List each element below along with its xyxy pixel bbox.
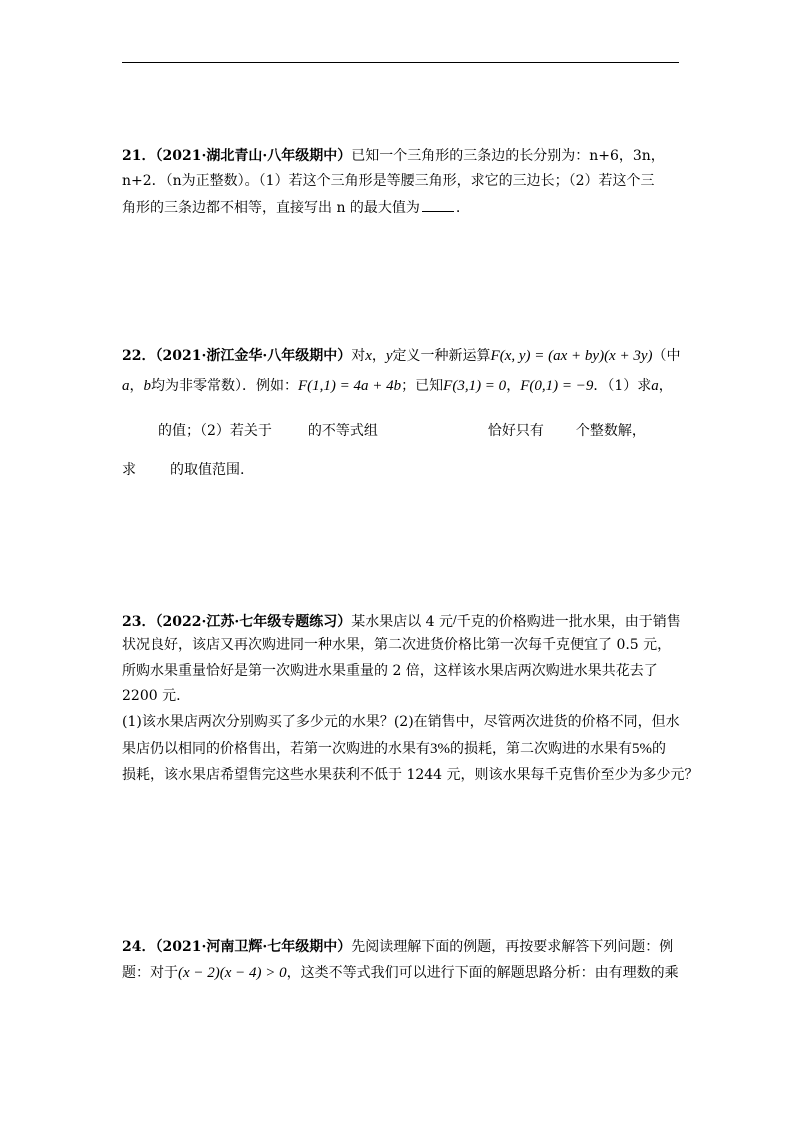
q23-line-2: 状况良好，该店又再次购进同一种水果，第二次进货价格比第一次每千克便宜了 0.5 元， xyxy=(122,637,672,653)
q22-formula-F01: F(0,1) = −9 xyxy=(520,378,594,394)
q22-var-y: y xyxy=(385,348,393,364)
q22-text: ， xyxy=(658,378,673,394)
q22-formula-F: F(x, y) = (ax + by)(x + 3y) xyxy=(490,348,653,364)
q22-var-x: x xyxy=(365,348,372,364)
q24-text: ，这类不等式我们可以进行下面的解题思路分析：由有理数的乘 xyxy=(286,965,679,981)
q22-comma: ， xyxy=(371,348,386,364)
q21-text-3: 角形的三条边都不相等，直接写出 n 的最大值为 xyxy=(122,200,420,216)
q22-var-a: a xyxy=(122,378,130,394)
q22-text: ．（1）求 xyxy=(593,378,652,394)
q23-line-3: 所购水果重量恰好是第一次购进水果重量的 2 倍，这样该水果店两次购进水果共花去了 xyxy=(122,663,658,679)
q23-line-7: 损耗，该水果店希望售完这些水果获利不低于 1244 元，则该水果每千克售价至少为多少元？ xyxy=(122,767,699,783)
q21-line-1 xyxy=(122,146,665,166)
q21-line-2: n+2．（n为正整数）。（1）若这个三角形是等腰三角形，求它的三边长；（2）若这个三 xyxy=(122,173,655,189)
q22-line-3 xyxy=(158,421,646,441)
q22-line-2 xyxy=(122,376,673,396)
q24-source: （2021·河南卫辉·七年级期中） xyxy=(155,939,352,955)
q22-source: （2021·浙江金华·八年级期中） xyxy=(155,348,352,364)
q23-text: 千克的价格购进一批水果，由于销售 xyxy=(456,614,681,630)
q22-text: 定义一种新运算 xyxy=(392,348,491,364)
q22-formula-F31: F(3,1) = 0 xyxy=(443,378,507,394)
q22-text: 求 xyxy=(122,462,136,478)
header-rule xyxy=(122,62,679,63)
q23-text: 的 xyxy=(652,741,666,757)
q22-text: 对 xyxy=(351,348,366,364)
q22-text: ；已知 xyxy=(401,378,444,394)
q22-text: 个整数解， xyxy=(575,423,646,439)
q24-number: 24． xyxy=(122,939,156,955)
q22-text: （中 xyxy=(652,348,681,364)
q23-text: 的损耗，第二次购进的水果有 xyxy=(450,741,632,757)
q24-text: 先阅读理解下面的例题，再按要求解答下列问题：例 xyxy=(351,939,674,955)
q23-line-4: 2200 元. xyxy=(122,688,181,704)
q22-var-b: b xyxy=(143,378,151,394)
q21-period: . xyxy=(455,200,461,216)
q22-text: 均为非零常数）．例如： xyxy=(151,378,298,394)
q22-text: 的不等式组 xyxy=(307,423,378,439)
q22-line-1 xyxy=(122,346,681,366)
q24-text: 题：对于 xyxy=(122,965,178,981)
q23-percent-2: 5% xyxy=(632,741,652,757)
q23-line-6 xyxy=(122,739,666,759)
q23-line-1 xyxy=(122,610,681,632)
q22-text: 恰好只有 xyxy=(487,423,544,439)
q22-line-4 xyxy=(122,460,244,480)
q21-line-3 xyxy=(122,197,460,218)
q23-line-5: (1)该水果店两次分别购买了多少元的水果？(2)在销售中，尽管两次进货的价格不同，但水 xyxy=(122,714,680,730)
q23-source: （2022·江苏·七年级专题练习） xyxy=(155,614,352,630)
q24-line-2 xyxy=(122,963,679,983)
q22-text: 的取值范围. xyxy=(170,462,245,478)
q23-slash: / xyxy=(453,613,457,626)
q23-number: 23． xyxy=(122,614,156,630)
q23-text: 某水果店以 4 元 xyxy=(351,614,454,630)
q22-var-a: a xyxy=(651,378,659,394)
q22-formula-example: F(1,1) = 4a + 4b xyxy=(298,378,402,394)
q24-formula: (x − 2)(x − 4) > 0 xyxy=(178,965,287,981)
q22-text: ， xyxy=(506,378,521,394)
q21-source: （2021·湖北青山·八年级期中） xyxy=(155,148,352,164)
q21-number: 21． xyxy=(122,148,156,164)
q23-text: 果店仍以相同的价格售出，若第一次购进的水果有 xyxy=(122,741,430,757)
q24-line-1 xyxy=(122,937,673,957)
q23-percent-1: 3% xyxy=(430,741,450,757)
q22-text: ， xyxy=(129,378,144,394)
q21-answer-blank[interactable] xyxy=(422,197,454,212)
q22-text: 的值；（2）若关于 xyxy=(158,423,272,439)
q22-number: 22． xyxy=(122,348,156,364)
q21-text-1: 已知一个三角形的三条边的长分别为：n+6，3n， xyxy=(351,148,665,164)
